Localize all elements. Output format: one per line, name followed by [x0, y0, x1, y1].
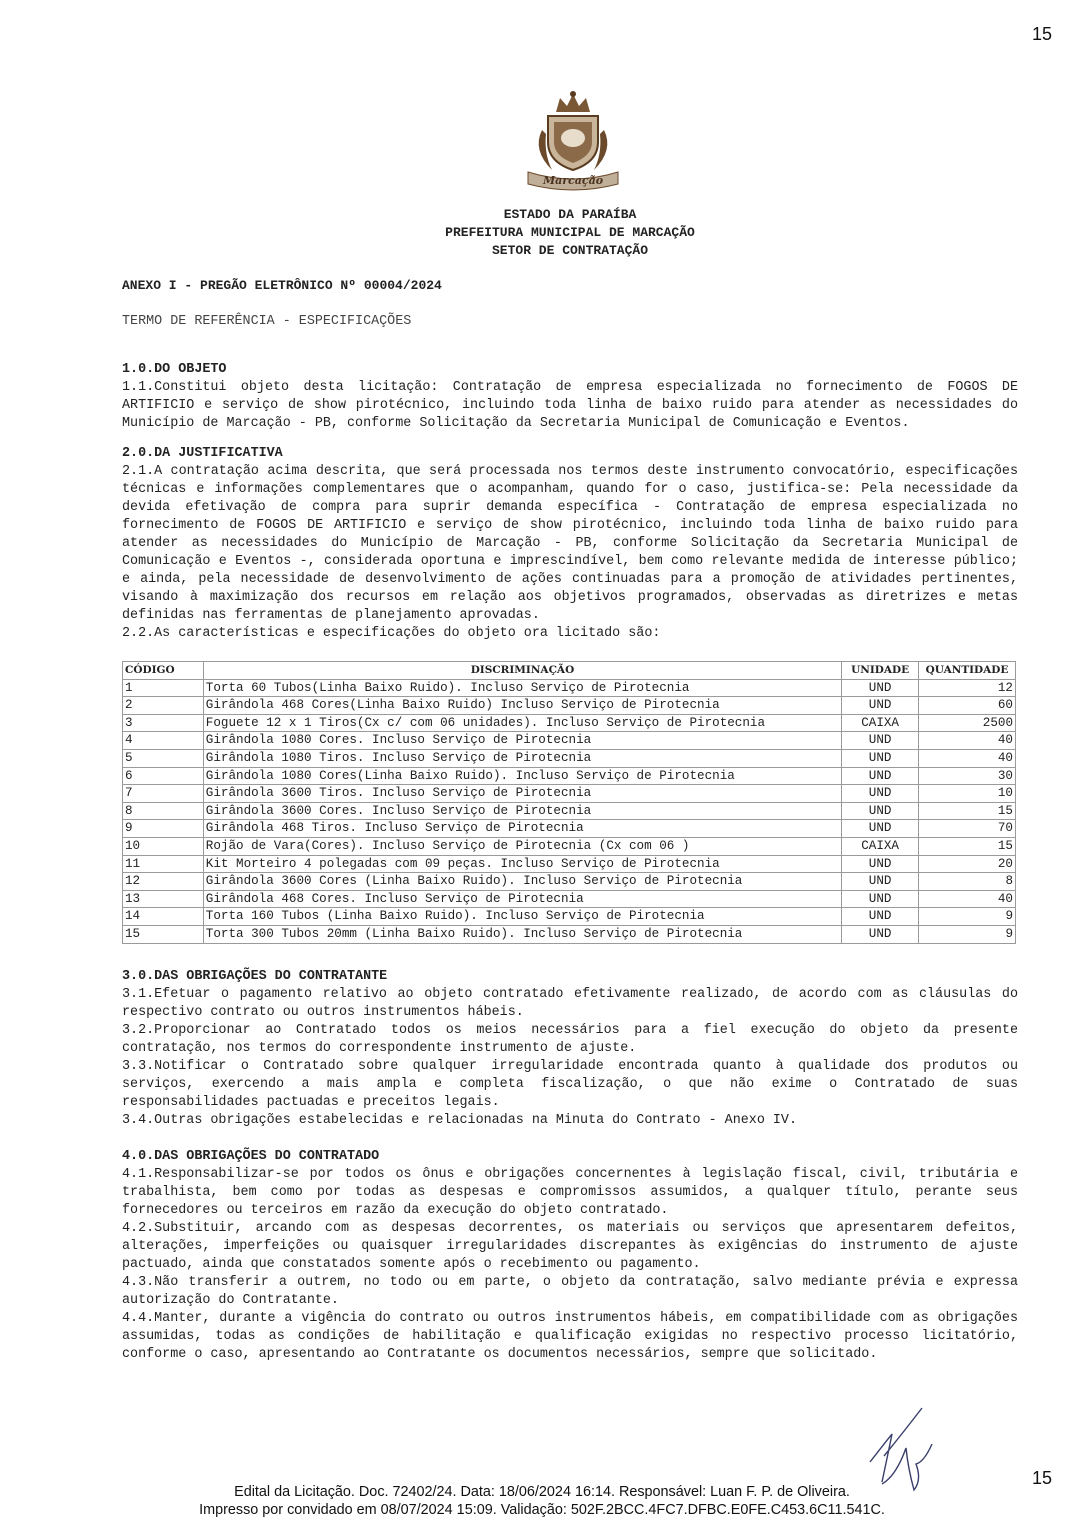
table-row	[123, 749, 1016, 767]
annex-title: ANEXO I - PREGÃO ELETRÔNICO Nº 00004/2024	[122, 278, 442, 293]
section-3-paragraph-1: 3.1.Efetuar o pagamento relativo ao objeto contratado efetivamente realizado, de acordo com as cláusulas do respectivo contrato ou outros instrumentos hábeis.	[122, 986, 1018, 1020]
document-body	[122, 277, 1018, 1364]
section-4-paragraph-1: 4.1.Responsabilizar-se por todos os ônus e obrigações concernentes à legislação fiscal, civil, tributária e trabalhista, bem como por todas as despesas e compromissos assumidos, a qualquer título, perante seus fornecedores ou terceiros em razão da execução do objeto contratado.	[122, 1166, 1018, 1218]
document-footer	[0, 1483, 1084, 1519]
cell-quantity: 8	[919, 873, 1016, 891]
header-description: DISCRIMINAÇÃO	[203, 662, 841, 680]
header-unit: UNIDADE	[842, 662, 919, 680]
cell-unit: CAIXA	[842, 837, 919, 855]
cell-description: Girândola 1080 Tiros. Incluso Serviço de Pirotecnia	[203, 749, 841, 767]
municipal-coat-of-arms-icon	[518, 90, 628, 195]
cell-quantity: 12	[919, 679, 1016, 697]
cell-description: Girândola 468 Cores. Incluso Serviço de Pirotecnia	[203, 890, 841, 908]
cell-unit: UND	[842, 855, 919, 873]
cell-unit: UND	[842, 767, 919, 785]
footer-line-1: Edital da Licitação. Doc. 72402/24. Data: 18/06/2024 16:14. Responsável: Luan F. P. de Oliveira.	[234, 1484, 850, 1500]
cell-quantity: 30	[919, 767, 1016, 785]
cell-code: 7	[123, 785, 204, 803]
document-header	[0, 206, 1084, 260]
table-row	[123, 732, 1016, 750]
section-3-paragraph-4: 3.4.Outras obrigações estabelecidas e relacionadas na Minuta do Contrato - Anexo IV.	[122, 1112, 797, 1128]
cell-code: 5	[123, 749, 204, 767]
cell-quantity: 9	[919, 908, 1016, 926]
table-row	[123, 925, 1016, 943]
section-4-title: 4.0.DAS OBRIGAÇÕES DO CONTRATADO	[122, 1148, 380, 1164]
cell-quantity: 40	[919, 890, 1016, 908]
cell-code: 11	[123, 855, 204, 873]
page-number-bottom: 15	[1031, 1468, 1052, 1488]
section-3-title: 3.0.DAS OBRIGAÇÕES DO CONTRATANTE	[122, 968, 388, 984]
cell-unit: UND	[842, 697, 919, 715]
cell-description: Torta 60 Tubos(Linha Baixo Ruido). Incluso Serviço de Pirotecnia	[203, 679, 841, 697]
section-4-paragraph-2: 4.2.Substituir, arcando com as despesas decorrentes, os materiais ou serviços que apresentarem defeitos, alterações, imperfeições ou quaisquer irregularidades discrepantes às exigências do instrumento de ajuste pactuado, ainda que constatados somente após o recebimento ou pagamento.	[122, 1220, 1018, 1272]
cell-unit: UND	[842, 749, 919, 767]
cell-quantity: 15	[919, 837, 1016, 855]
cell-quantity: 70	[919, 820, 1016, 838]
cell-code: 3	[123, 714, 204, 732]
cell-unit: UND	[842, 732, 919, 750]
cell-unit: UND	[842, 820, 919, 838]
header-prefecture: PREFEITURA MUNICIPAL DE MARCAÇÃO	[445, 225, 695, 240]
cell-description: Foguete 12 x 1 Tiros(Cx c/ com 06 unidades). Incluso Serviço de Pirotecnia	[203, 714, 841, 732]
table-row	[123, 767, 1016, 785]
cell-quantity: 2500	[919, 714, 1016, 732]
section-3-paragraph-3: 3.3.Notificar o Contratado sobre qualquer irregularidade encontrada quanto à qualidade dos produtos ou serviços, exercendo a mais ampla e completa fiscalização, o que não exime o Contratado de suas responsabilidades pactuadas e preceitos legais.	[122, 1058, 1018, 1110]
table-row	[123, 855, 1016, 873]
specifications-table	[122, 661, 1016, 944]
header-quantity: QUANTIDADE	[919, 662, 1016, 680]
cell-description: Girândola 468 Cores(Linha Baixo Ruido) Incluso Serviço de Pirotecnia	[203, 697, 841, 715]
cell-code: 12	[123, 873, 204, 891]
header-sector: SETOR DE CONTRATAÇÃO	[491, 243, 649, 258]
cell-description: Girândola 1080 Cores. Incluso Serviço de Pirotecnia	[203, 732, 841, 750]
table-row	[123, 837, 1016, 855]
section-4-paragraph-4: 4.4.Manter, durante a vigência do contrato ou outros instrumentos hábeis, em compatibilidade com as obrigações assumidas, todas as condições de habilitação e qualificação exigidas no respectivo processo licitatório, conforme o caso, apresentando ao Contratante os documentos necessários, sempre que solicitado.	[122, 1310, 1018, 1362]
cell-description: Girândola 3600 Cores. Incluso Serviço de Pirotecnia	[203, 802, 841, 820]
table-row	[123, 908, 1016, 926]
section-1-paragraph-1: 1.1.Constitui objeto desta licitação: Contratação de empresa especializada no fornecimento de FOGOS DE ARTIFICIO e serviço de show pirotécnico, incluindo toda linha de baixo ruido para atender as necessidades do Município de Marcação - PB, conforme Solicitação da Secretaria Municipal de Comunicação e Eventos.	[122, 380, 1018, 431]
cell-description: Torta 160 Tubos (Linha Baixo Ruido). Incluso Serviço de Pirotecnia	[203, 908, 841, 926]
header-state: ESTADO DA PARAÍBA	[503, 207, 637, 222]
cell-unit: UND	[842, 925, 919, 943]
cell-unit: UND	[842, 873, 919, 891]
page-number-top: 15	[1031, 24, 1052, 44]
section-2-paragraph-2: 2.2.As características e especificações do objeto ora licitado são:	[122, 626, 661, 641]
cell-code: 9	[123, 820, 204, 838]
table-header-row	[123, 662, 1016, 680]
cell-code: 1	[123, 679, 204, 697]
cell-code: 15	[123, 925, 204, 943]
table-row	[123, 890, 1016, 908]
cell-unit: UND	[842, 785, 919, 803]
cell-description: Kit Morteiro 4 polegadas com 09 peças. Incluso Serviço de Pirotecnia	[203, 855, 841, 873]
cell-quantity: 60	[919, 697, 1016, 715]
cell-quantity: 9	[919, 925, 1016, 943]
section-1-title: 1.0.DO OBJETO	[122, 362, 227, 377]
cell-unit: UND	[842, 679, 919, 697]
header-code: CÓDIGO	[123, 662, 204, 680]
cell-unit: UND	[842, 802, 919, 820]
cell-unit: UND	[842, 908, 919, 926]
cell-quantity: 40	[919, 732, 1016, 750]
cell-description: Rojão de Vara(Cores). Incluso Serviço de Pirotecnia (Cx com 06 )	[203, 837, 841, 855]
cell-code: 14	[123, 908, 204, 926]
section-3-paragraph-2: 3.2.Proporcionar ao Contratado todos os meios necessários para a fiel execução do objeto da presente contratação, nos termos do correspondente instrumento de ajuste.	[122, 1022, 1018, 1056]
logo-text: Marcação	[542, 174, 604, 187]
cell-quantity: 10	[919, 785, 1016, 803]
cell-code: 4	[123, 732, 204, 750]
section-2-paragraph-1: 2.1.A contratação acima descrita, que será processada nos termos deste instrumento convocatório, especificações técnicas e informações complementares que o acompanham, quando for o caso, justifica-se: Pela necessidade da devida efetivação de compra para suprir demanda específica - Contratação de empresa especializada no fornecimento de FOGOS DE ARTIFICIO e serviço de show pirotécnico, incluindo toda linha de baixo ruido para atender as necessidades do Município de Marcação - PB, conforme Solicitação da Secretaria Municipal de Comunicação e Eventos -, considerada oportuna e imprescindível, bem como relevante medida de interesse público; e ainda, pela necessidade de desenvolvimento de ações continuadas para a promoção de atividades pertinentes, visando à maximização dos recursos em relação aos objetivos programados, observadas as diretrizes e metas definidas nas ferramentas de planejamento aprovadas.	[122, 464, 1018, 623]
table-row	[123, 802, 1016, 820]
table-row	[123, 873, 1016, 891]
section-2-title: 2.0.DA JUSTIFICATIVA	[122, 446, 283, 461]
cell-code: 10	[123, 837, 204, 855]
cell-code: 2	[123, 697, 204, 715]
table-row	[123, 820, 1016, 838]
table-row	[123, 679, 1016, 697]
termo-subtitle: TERMO DE REFERÊNCIA - ESPECIFICAÇÕES	[122, 314, 412, 329]
cell-unit: CAIXA	[842, 714, 919, 732]
footer-line-2: Impresso por convidado em 08/07/2024 15:09. Validação: 502F.2BCC.4FC7.DFBC.E0FE.C453.6C11.541C.	[199, 1502, 885, 1518]
handwritten-signature-icon	[862, 1404, 942, 1494]
cell-code: 13	[123, 890, 204, 908]
cell-code: 6	[123, 767, 204, 785]
cell-description: Girândola 468 Tiros. Incluso Serviço de Pirotecnia	[203, 820, 841, 838]
cell-code: 8	[123, 802, 204, 820]
cell-description: Girândola 1080 Cores(Linha Baixo Ruido). Incluso Serviço de Pirotecnia	[203, 767, 841, 785]
table-row	[123, 714, 1016, 732]
table-row	[123, 785, 1016, 803]
cell-description: Girândola 3600 Tiros. Incluso Serviço de Pirotecnia	[203, 785, 841, 803]
cell-quantity: 20	[919, 855, 1016, 873]
cell-description: Girândola 3600 Cores (Linha Baixo Ruido). Incluso Serviço de Pirotecnia	[203, 873, 841, 891]
section-4-paragraph-3: 4.3.Não transferir a outrem, no todo ou em parte, o objeto da contratação, salvo mediante prévia e expressa autorização do Contratante.	[122, 1274, 1018, 1308]
cell-quantity: 15	[919, 802, 1016, 820]
cell-unit: UND	[842, 890, 919, 908]
cell-description: Torta 300 Tubos 20mm (Linha Baixo Ruido). Incluso Serviço de Pirotecnia	[203, 925, 841, 943]
table-row	[123, 697, 1016, 715]
cell-quantity: 40	[919, 749, 1016, 767]
